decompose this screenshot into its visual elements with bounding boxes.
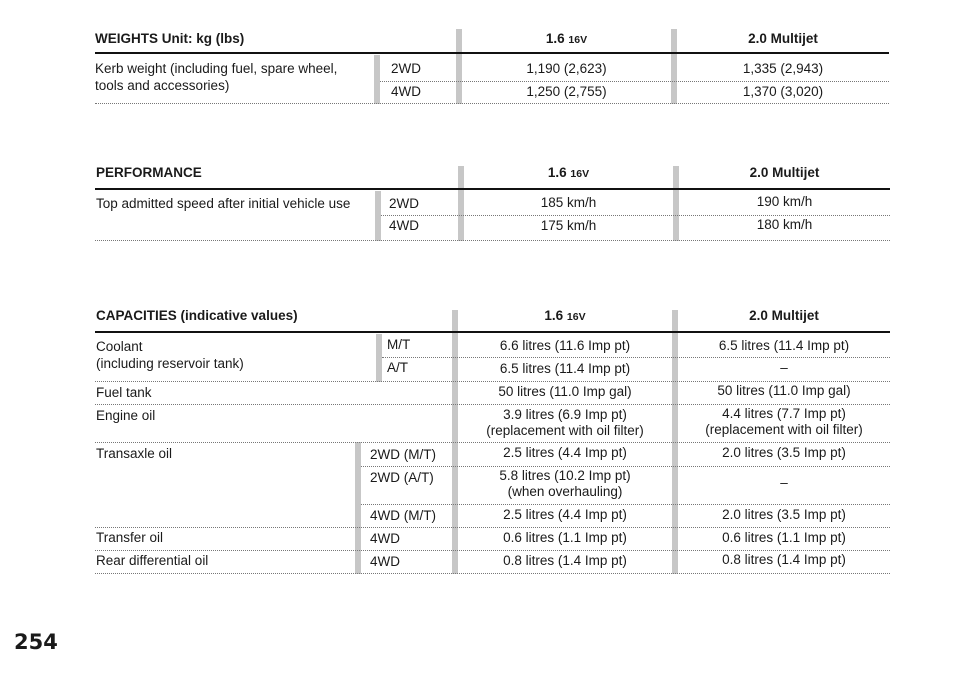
- row-divider: [95, 404, 890, 405]
- transaxle-16-2wd-mt: 2.5 litres (4.4 Imp pt): [503, 445, 627, 460]
- variant-4wd: 4WD: [370, 554, 400, 569]
- row-divider: [95, 442, 890, 443]
- capacities-col2-header: 2.0 Multijet: [749, 308, 819, 323]
- variant-4wd: 4WD: [391, 84, 421, 99]
- coolant-16-at: 6.5 litres (11.4 Imp pt): [499, 361, 631, 376]
- variant-2wd: 2WD: [391, 61, 421, 76]
- variant-mt: M/T: [387, 337, 411, 352]
- column-divider: [375, 191, 381, 241]
- engine-oil-16-note: (replacement with oil filter): [486, 423, 644, 438]
- coolant-label-2: (including reservoir tank): [96, 356, 244, 371]
- transfer-oil-16: 0.6 litres (1.1 Imp pt): [503, 530, 627, 545]
- fuel-tank-20: 50 litres (11.0 Imp gal): [717, 383, 851, 398]
- variant-4wd: 4WD: [370, 531, 400, 546]
- rear-diff-oil-16: 0.8 litres (1.4 Imp pt): [503, 553, 627, 568]
- weight-20-4wd: 1,370 (3,020): [742, 84, 824, 99]
- page-number: 254: [14, 630, 58, 654]
- header-rule: [95, 188, 890, 190]
- fuel-tank-label: Fuel tank: [96, 385, 152, 400]
- speed-16-2wd: 185 km/h: [540, 195, 597, 210]
- row-divider: [95, 550, 890, 551]
- row-divider: [380, 81, 889, 82]
- coolant-label: Coolant: [96, 339, 143, 354]
- coolant-20-mt: 6.5 litres (11.4 Imp pt): [718, 338, 850, 353]
- row-divider: [361, 466, 890, 467]
- row-divider: [95, 573, 890, 574]
- row-divider: [95, 240, 890, 241]
- transaxle-16-2wd-at-note: (when overhauling): [507, 484, 623, 499]
- weight-16-4wd: 1,250 (2,755): [526, 84, 607, 99]
- weight-20-2wd: 1,335 (2,943): [742, 61, 824, 76]
- performance-col1-header: 1.6 16V: [547, 165, 590, 180]
- transaxle-16-4wd-mt: 2.5 litres (4.4 Imp pt): [503, 507, 627, 522]
- engine-oil-label: Engine oil: [96, 408, 156, 423]
- capacities-col1-header: 1.6 16V: [544, 308, 586, 323]
- variant-4wd-mt: 4WD (M/T): [370, 508, 436, 523]
- speed-16-4wd: 175 km/h: [540, 218, 597, 233]
- engine-oil-20: 4.4 litres (7.7 Imp pt): [722, 406, 846, 421]
- capacities-title: CAPACITIES (indicative values): [96, 308, 298, 323]
- variant-2wd-at: 2WD (A/T): [370, 470, 434, 485]
- weights-title-text: WEIGHTS: [95, 31, 158, 46]
- variant-4wd: 4WD: [389, 218, 419, 233]
- header-rule: [95, 331, 890, 333]
- engine-oil-16: 3.9 litres (6.9 Imp pt): [503, 407, 627, 422]
- variant-2wd: 2WD: [389, 196, 419, 211]
- engine-oil-20-note: (replacement with oil filter): [705, 422, 863, 437]
- variant-at: A/T: [387, 360, 409, 375]
- row-divider: [361, 504, 890, 505]
- performance-col2-header: 2.0 Multijet: [749, 165, 820, 180]
- header-rule: [95, 52, 889, 54]
- weights-col1-header: 1.6 16V: [545, 31, 588, 46]
- weights-col2-header: 2.0 Multijet: [748, 31, 818, 46]
- row-divider: [381, 215, 890, 216]
- performance-title: PERFORMANCE: [96, 165, 202, 180]
- transfer-oil-20: 0.6 litres (1.1 Imp pt): [722, 530, 846, 545]
- column-divider: [376, 334, 382, 382]
- coolant-20-at: –: [780, 360, 788, 375]
- transaxle-20-2wd-at: –: [780, 475, 788, 490]
- weights-unit: Unit: kg (lbs): [161, 31, 245, 46]
- transaxle-oil-label: Transaxle oil: [96, 446, 173, 461]
- kerb-weight-label: Kerb weight (including fuel, spare wheel,: [95, 61, 338, 76]
- row-divider: [95, 527, 890, 528]
- row-divider: [95, 381, 890, 382]
- rear-diff-oil-label: Rear differential oil: [96, 553, 209, 568]
- top-speed-label: Top admitted speed after initial vehicle use: [96, 196, 351, 211]
- column-divider: [374, 55, 380, 104]
- transaxle-20-4wd-mt: 2.0 litres (3.5 Imp pt): [722, 507, 846, 522]
- coolant-16-mt: 6.6 litres (11.6 Imp pt): [499, 338, 631, 353]
- row-divider: [382, 357, 890, 358]
- weights-title: [95, 31, 244, 47]
- transfer-oil-label: Transfer oil: [96, 530, 164, 545]
- row-divider: [95, 103, 889, 104]
- weight-16-2wd: 1,190 (2,623): [526, 61, 607, 76]
- transaxle-16-2wd-at: 5.8 litres (10.2 Imp pt): [499, 468, 631, 483]
- variant-2wd-mt: 2WD (M/T): [370, 447, 436, 462]
- speed-20-4wd: 180 km/h: [756, 217, 813, 232]
- fuel-tank-16: 50 litres (11.0 Imp gal): [498, 384, 632, 399]
- column-divider: [355, 442, 361, 574]
- transaxle-20-2wd-mt: 2.0 litres (3.5 Imp pt): [722, 445, 846, 460]
- kerb-weight-label-2: tools and accessories): [95, 78, 230, 93]
- speed-20-2wd: 190 km/h: [756, 194, 813, 209]
- rear-diff-oil-20: 0.8 litres (1.4 Imp pt): [722, 552, 846, 567]
